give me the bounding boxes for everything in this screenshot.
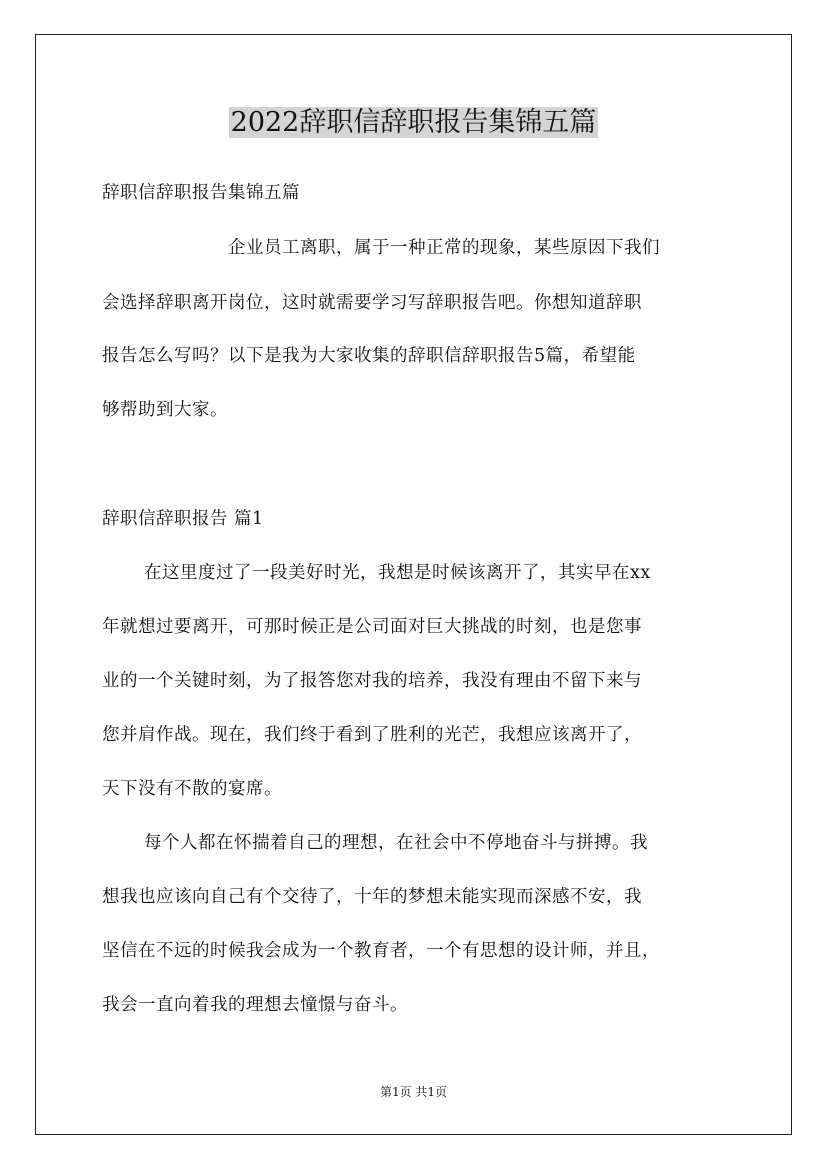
paragraph-line: 年就想过要离开，可那时候正是公司面对巨大挑战的时刻，也是您事 bbox=[102, 617, 642, 637]
paragraph-line: 业的一个关键时刻，为了报答您对我的培养，我没有理由不留下来与 bbox=[102, 671, 642, 691]
subtitle: 辞职信辞职报告集锦五篇 bbox=[102, 183, 300, 203]
page-footer: 第1页 共1页 bbox=[379, 1085, 448, 1099]
intro-line: 企业员工离职，属于一种正常的现象，某些原因下我们 bbox=[228, 238, 660, 258]
paragraph-line: 我会一直向着我的理想去憧憬与奋斗。 bbox=[102, 995, 408, 1015]
paragraph-line: 天下没有不散的宴席。 bbox=[102, 779, 282, 799]
paragraph-line: 每个人都在怀揣着自己的理想，在社会中不停地奋斗与拼搏。我 bbox=[144, 833, 648, 853]
document-title-text: 2022辞职信辞职报告集锦五篇 bbox=[230, 107, 597, 138]
paragraph-line: 想我也应该向自己有个交待了，十年的梦想未能实现而深感不安，我 bbox=[102, 887, 642, 907]
paragraph-line: 坚信在不远的时候我会成为一个教育者，一个有思想的设计师，并且， bbox=[102, 941, 660, 961]
document-title bbox=[0, 103, 827, 143]
intro-line: 够帮助到大家。 bbox=[102, 400, 228, 420]
intro-line: 报告怎么写吗？以下是我为大家收集的辞职信辞职报告5篇，希望能 bbox=[102, 346, 636, 366]
section-heading: 辞职信辞职报告 篇1 bbox=[102, 509, 264, 529]
paragraph-line: 在这里度过了一段美好时光，我想是时候该离开了，其实早在xx bbox=[144, 563, 651, 583]
paragraph-line: 您并肩作战。现在，我们终于看到了胜利的光芒，我想应该离开了， bbox=[102, 725, 642, 745]
intro-line: 会选择辞职离开岗位，这时就需要学习写辞职报告吧。你想知道辞职 bbox=[102, 293, 642, 313]
